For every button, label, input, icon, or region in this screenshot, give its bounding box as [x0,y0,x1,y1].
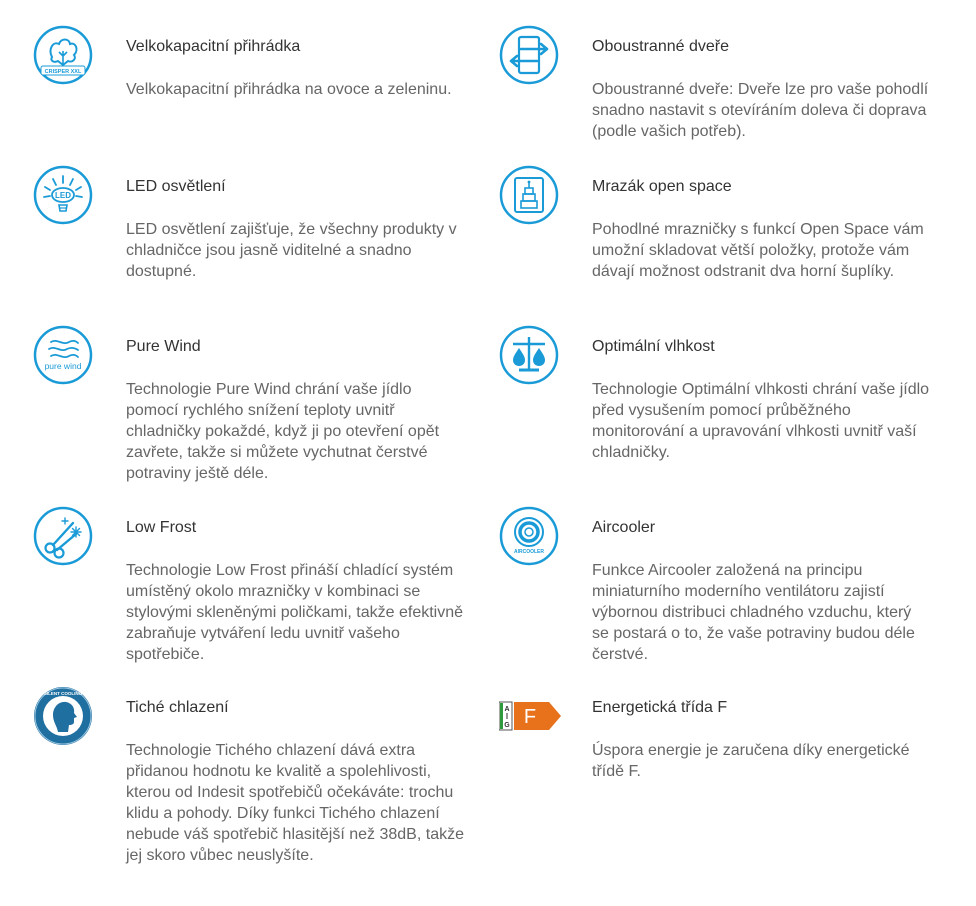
feature-description: Technologie Pure Wind chrání vaše jídlo pomocí rychlého snížení teploty uvnitř chladničky pokaždé, když ji po otevření opět zavřete, takže si můžete vychutnat čerstvé potraviny ještě déle. [126,381,440,482]
feature-title: Pure Wind [126,338,201,355]
feature-humidity [592,337,932,463]
humidity-scale-icon [499,325,559,385]
feature-description: Technologie Low Frost přináší chladící systém umístěný okolo mrazničky v kombinaci se stylovými skleněnými poličkami, takže efektivně zabraňuje vytváření ledu uvnitř vašeho spotřebiče. [126,562,464,663]
feature-reversible-door [592,37,932,142]
feature-energy-class [504,698,932,782]
feature-description: Oboustranné dveře: Dveře lze pro vaše pohodlí snadno nastavit s otevíráním doleva či doprava (podle vašich potřeb). [592,81,929,140]
feature-title: Oboustranné dveře [592,38,729,55]
feature-description: Technologie Tichého chlazení dává extra přidanou hodnotu ke kvalitě a spolehlivosti, kterou od Indesit spotřebičů očekáváte: trochu klidu a pohody. Díky funkci Tichého chlazení nebude váš spotřebič hlasitější než 38dB, takže jej skoro vůbec neuslyšíte. [126,742,464,864]
low-frost-icon [33,506,93,566]
feature-title: Aircooler [592,519,656,536]
crisper-xxl-icon [33,25,93,85]
energy-class-letter: F [523,706,537,728]
led-light-icon [33,165,93,225]
feature-title: Tiché chlazení [126,699,229,716]
feature-title: Low Frost [126,519,197,536]
icon-caption: AIRCOOLER [514,549,544,555]
icon-caption: LED [55,191,71,200]
feature-open-space [592,177,932,282]
feature-title: LED osvětlení [126,178,226,195]
reversible-door-icon [499,25,559,85]
energy-scale-top: A [504,706,510,713]
feature-description: Technologie Optimální vlhkosti chrání vaše jídlo před vysušením pomocí průběžného monitorování a upravování vlhkosti uvnitř vaší chladničky. [592,381,930,461]
feature-silent-cooling [43,691,466,866]
feature-description: Funkce Aircooler založená na principu miniaturního moderního ventilátoru zajistí výbornou distribuci chladného vzduchu, který se postará o to, že vaše potraviny budou déle čerstvé. [592,562,915,663]
aircooler-icon [499,506,559,566]
silent-cooling-icon [33,686,93,746]
feature-led [55,177,466,282]
feature-title: Mrazák open space [592,178,732,195]
energy-class-icon [499,686,559,746]
icon-caption: SILENT COOLING [43,691,83,696]
feature-low-frost [126,518,466,665]
freezer-cake-icon [499,165,559,225]
feature-description: Velkokapacitní přihrádka na ovoce a zeleninu. [126,81,452,98]
feature-description: Úspora energie je zaručena díky energetické třídě F. [592,742,910,780]
feature-title: Velkokapacitní přihrádka [126,38,301,55]
icon-caption: CRISPER XXL [44,69,82,75]
feature-description: LED osvětlení zajišťuje, že všechny produkty v chladničce jsou jasně viditelné a snadno dostupné. [126,221,457,280]
icon-caption: pure wind [44,361,82,371]
energy-scale-bottom: G [504,722,510,729]
feature-title: Energetická třída F [592,699,728,716]
feature-crisper [44,37,466,100]
feature-pure-wind [44,337,466,484]
feature-aircooler [514,518,932,665]
feature-title: Optimální vlhkost [592,338,715,355]
pure-wind-icon [33,325,93,385]
feature-description: Pohodlné mrazničky s funkcí Open Space vám umožní skladovat větší položky, protože vám dávají možnost odstranit dva horní šuplíky. [592,221,924,280]
